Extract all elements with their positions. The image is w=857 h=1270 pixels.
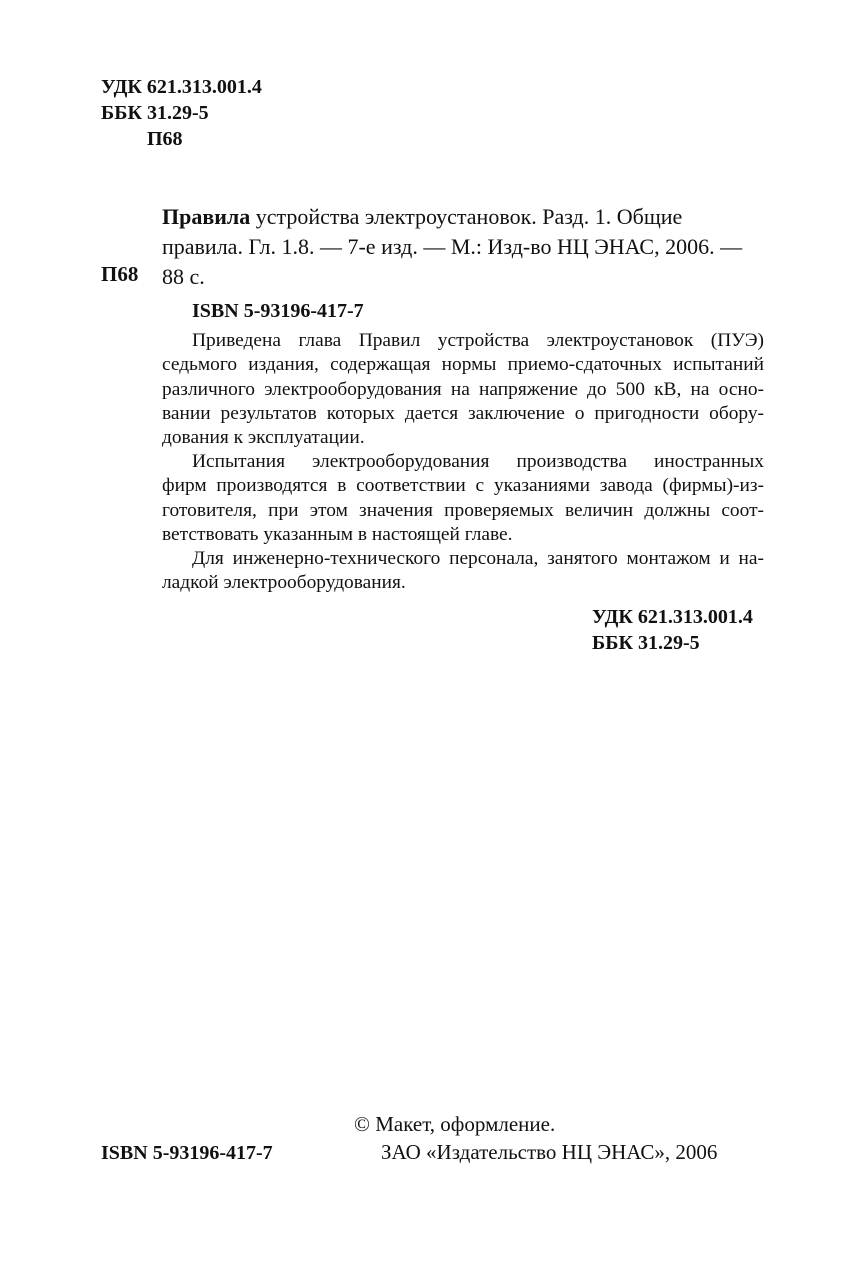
bibliographic-line-3: 88 с. (162, 264, 205, 289)
bbk-code-right: ББК 31.29-5 (592, 632, 700, 654)
abstract-line: Для инженерно-технического персонала, занятого монтажом и на- (192, 548, 764, 569)
udk-code-right: УДК 621.313.001.4 (592, 606, 753, 628)
abstract-paragraph-2 (162, 450, 764, 547)
abstract-line: Приведена глава Правил устройства электроустановок (ПУЭ) (192, 330, 764, 351)
copyright-line-2: ЗАО «Издательство НЦ ЭНАС», 2006 (381, 1140, 718, 1164)
classification-codes (592, 604, 753, 656)
title-bold: Правила (162, 204, 251, 229)
abstract-paragraph-1 (162, 329, 764, 450)
title-rest: устройства электроустановок. Разд. 1. Общие (250, 204, 683, 229)
abstract-line: ладкой электрооборудования. (162, 572, 406, 594)
abstract-line: готовителя, при этом значения проверяемых величин должны соот- (162, 499, 764, 521)
abstract-line: фирм производятся в соответствии с указаниями завода (фирмы)-из- (162, 475, 764, 497)
udk-code: УДК 621.313.001.4 (101, 76, 262, 98)
copyright-notice (354, 1110, 717, 1166)
abstract-paragraph-3 (162, 547, 764, 596)
abstract-line: вании результатов которых дается заключение о пригодности обору- (162, 402, 764, 424)
bbk-code: ББК 31.29-5 (101, 102, 209, 124)
margin-author-mark: П68 (101, 262, 139, 286)
bibliographic-line-2: правила. Гл. 1.8. — 7-е изд. — М.: Изд-во НЦ ЭНАС, 2006. — (162, 234, 743, 259)
footer-isbn: ISBN 5-93196-417-7 (101, 1142, 273, 1164)
abstract-line: седьмого издания, содержащая нормы приемо-сдаточных испытаний (162, 354, 764, 376)
abstract-line: дования к эксплуатации. (162, 427, 365, 449)
copyright-line-1: © Макет, оформление. (354, 1112, 556, 1136)
author-mark: П68 (147, 128, 183, 150)
abstract-line: различного электрооборудования на напряжение до 500 кВ, на осно- (162, 378, 764, 400)
abstract-line: ветствовать указанным в настоящей главе. (162, 523, 513, 545)
bibliographic-line-1 (162, 202, 762, 232)
isbn-line: ISBN 5-93196-417-7 (192, 300, 364, 322)
abstract-line: Испытания электрооборудования производства иностранных (192, 451, 764, 472)
bibliographic-description (162, 202, 762, 292)
